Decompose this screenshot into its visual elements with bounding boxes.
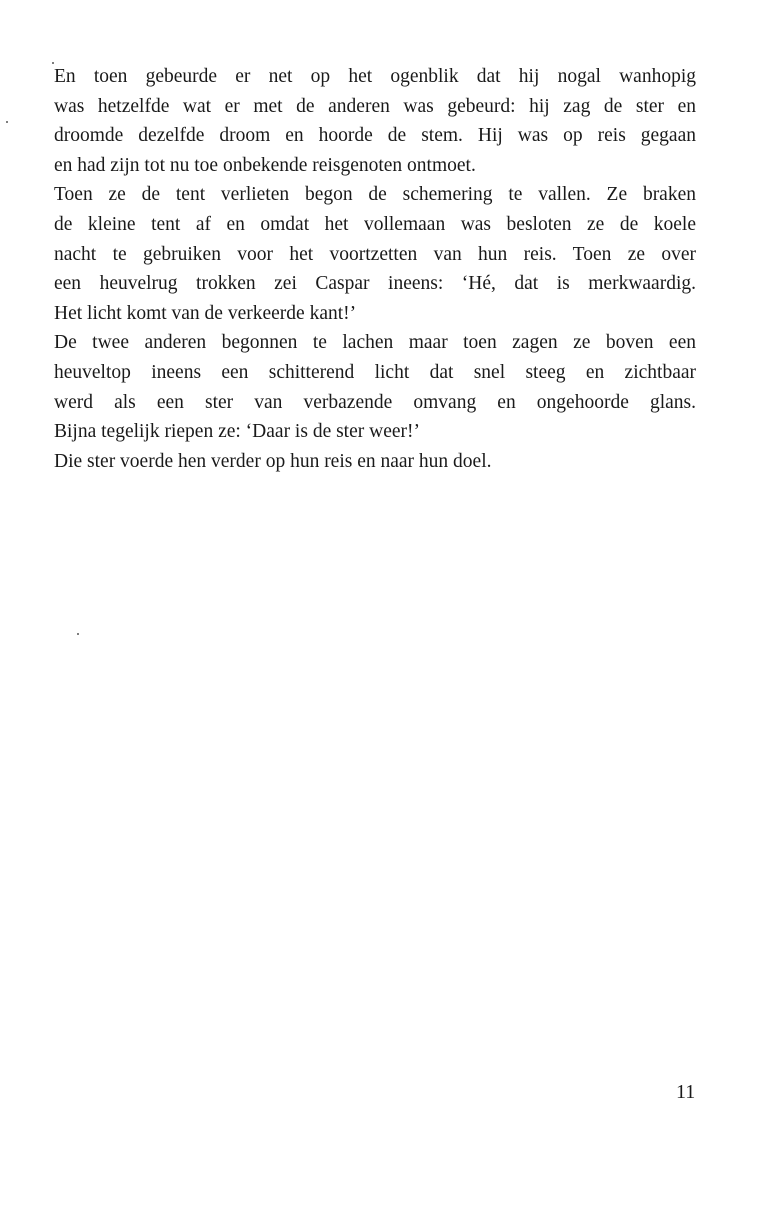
text-line: was hetzelfde wat er met de anderen was gebeurd: hij zag de ster en — [54, 95, 696, 117]
text-line: droomde dezelfde droom en hoorde de stem. Hij was op reis gegaan — [54, 125, 696, 147]
text-line: Bijna tegelijk riepen ze: ‘Daar is de ster weer!’ — [54, 421, 420, 443]
text-line: Toen ze de tent verlieten begon de schemering te vallen. Ze braken — [54, 184, 696, 206]
text-line: Die ster voerde hen verder op hun reis en naar hun doel. — [54, 450, 492, 472]
text-line: Het licht komt van de verkeerde kant!’ — [54, 302, 357, 324]
text-line: en had zijn tot nu toe onbekende reisgenoten ontmoet. — [54, 154, 476, 176]
text-line: nacht te gebruiken voor het voortzetten van hun reis. Toen ze over — [54, 243, 696, 265]
text-line: een heuvelrug trokken zei Caspar ineens: ‘Hé, dat is merkwaardig. — [54, 273, 696, 295]
scan-speck — [52, 62, 54, 64]
text-line: De twee anderen begonnen te lachen maar toen zagen ze boven een — [54, 332, 696, 354]
scan-speck — [6, 121, 8, 123]
page-number: 11 — [676, 1081, 696, 1103]
text-line: heuveltop ineens een schitterend licht dat snel steeg en zichtbaar — [54, 361, 696, 383]
text-line: werd als een ster van verbazende omvang en ongehoorde glans. — [54, 391, 696, 413]
text-line: En toen gebeurde er net op het ogenblik dat hij nogal wanhopig — [54, 66, 696, 87]
text-line: de kleine tent af en omdat het vollemaan was besloten ze de koele — [54, 213, 696, 235]
body-text — [54, 62, 696, 476]
scan-speck — [77, 633, 79, 635]
